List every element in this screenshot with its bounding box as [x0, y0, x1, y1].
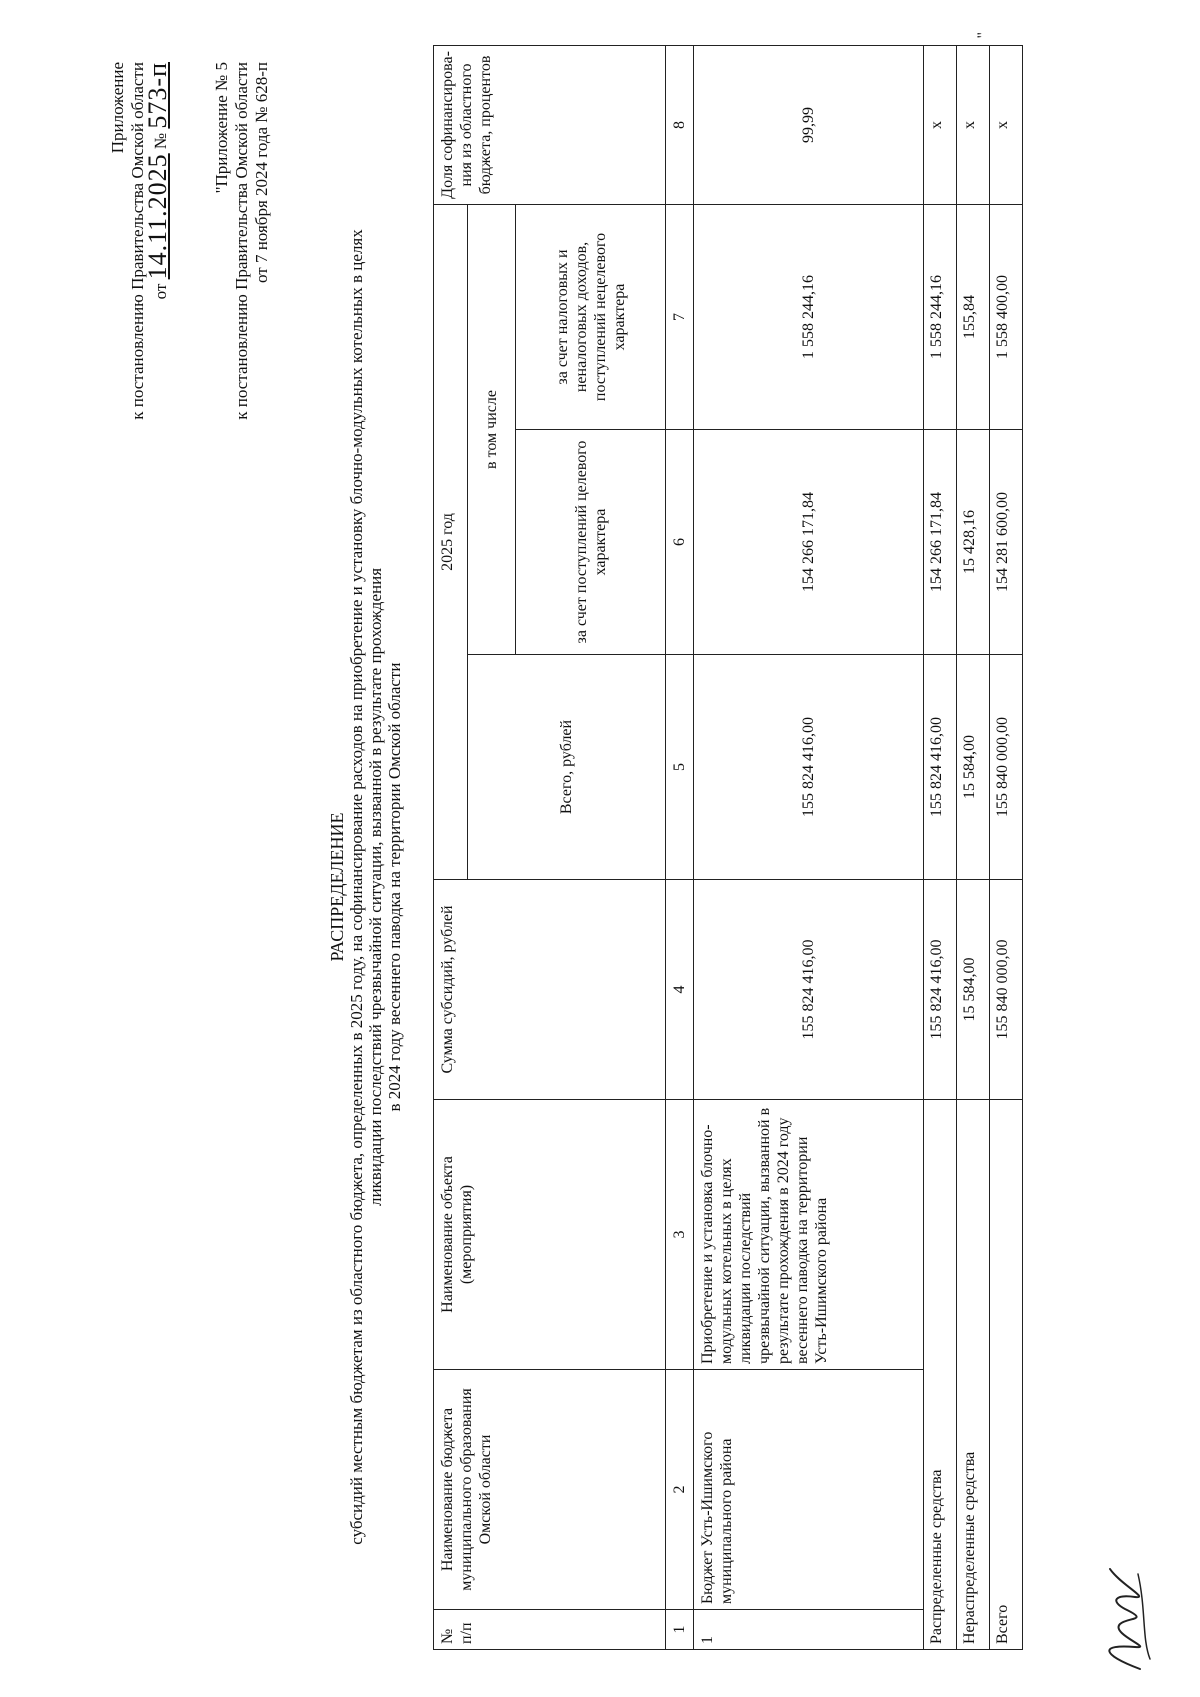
column-number: 6 — [666, 430, 694, 655]
header-including: в том числе — [468, 204, 516, 654]
totals-label: Всего — [990, 1100, 1023, 1650]
totals-sum: 155 840 000,00 — [990, 880, 1023, 1100]
number-prefix: № — [151, 132, 170, 150]
totals-share: x — [957, 45, 990, 204]
prev-resolution-date: от 7 ноября 2024 года № 628-п — [252, 62, 271, 283]
row-object: Приобретение и установка блочно-модульных котельных в целях ликвидации последствий чрезвычайной ситуации, вызванной в результате прохождения в 2024 году весеннего паводка на территории Усть-Ишимского района — [694, 1100, 924, 1370]
title-heading: РАСПРЕДЕЛЕНИЕ — [327, 812, 347, 962]
totals-row-grand-total — [990, 45, 1023, 1649]
totals-non-targeted: 1 558 400,00 — [990, 204, 1023, 429]
totals-row-undistributed — [957, 45, 990, 1649]
resolution-date-number — [143, 62, 172, 622]
column-number: 1 — [666, 1610, 694, 1650]
totals-label: Нераспределенные средства — [957, 1100, 990, 1650]
appendix-label: Приложение — [108, 62, 127, 154]
column-number: 3 — [666, 1100, 694, 1370]
header-share: Доля софинансирова-ния из областного бюджета, процентов — [434, 45, 666, 204]
title-line-1: субсидий местным бюджетам из областного бюджета, определенных в 2025 году, на софинансирование расходов на приобретение и установку блочно-модульных котельных в целях — [347, 229, 366, 1545]
totals-sum: 155 824 416,00 — [924, 880, 957, 1100]
distribution-table-wrapper — [433, 32, 1023, 1650]
row-subsidy-sum: 155 824 416,00 — [694, 880, 924, 1100]
totals-total: 155 840 000,00 — [990, 655, 1023, 880]
totals-targeted: 154 281 600,00 — [990, 430, 1023, 655]
column-number: 4 — [666, 880, 694, 1100]
header-subsidy-sum: Сумма субсидий, рублей — [434, 880, 666, 1100]
approval-block — [108, 62, 171, 622]
row-number: 1 — [694, 1610, 924, 1650]
totals-total: 15 584,00 — [957, 655, 990, 880]
header-year: 2025 год — [434, 204, 468, 879]
totals-share: x — [924, 45, 957, 204]
totals-label: Распределенные средства — [924, 1100, 957, 1650]
header-budget: Наименование бюджета муниципального образования Омской области — [434, 1370, 666, 1610]
prev-resolution-reference: к постановлению Правительства Омской области — [232, 62, 251, 420]
header-targeted: за счет поступлений целевого характера — [516, 430, 666, 655]
row-share: 99,99 — [694, 45, 924, 204]
table-header-row — [434, 45, 468, 1649]
column-number: 7 — [666, 204, 694, 429]
resolution-date: 14.11.2025 — [143, 153, 172, 280]
totals-non-targeted: 1 558 244,16 — [924, 204, 957, 429]
title-line-3: в 2024 году весеннего паводка на территории Омской области — [385, 662, 404, 1112]
totals-non-targeted: 155,84 — [957, 204, 990, 429]
prev-appendix-label: "Приложение № 5 — [212, 62, 231, 194]
totals-sum: 15 584,00 — [957, 880, 990, 1100]
column-number: 8 — [666, 45, 694, 204]
title-line-2: ликвидации последствий чрезвычайной ситуации, вызванной в результате прохождения — [366, 567, 385, 1207]
row-budget: Бюджет Усть-Ишимского муниципального района — [694, 1370, 924, 1610]
table-row — [694, 45, 924, 1649]
totals-total: 155 824 416,00 — [924, 655, 957, 880]
previous-appendix-block — [212, 62, 272, 622]
column-number: 2 — [666, 1370, 694, 1610]
row-total: 155 824 416,00 — [694, 655, 924, 880]
totals-targeted: 15 428,16 — [957, 430, 990, 655]
resolution-reference: к постановлению Правительства Омской области — [128, 62, 147, 420]
totals-targeted: 154 266 171,84 — [924, 430, 957, 655]
header-total: Всего, рублей — [468, 655, 666, 880]
column-number-row — [666, 45, 694, 1649]
from-prefix: от — [151, 283, 170, 300]
document-title — [328, 187, 404, 1587]
header-number: № п/п — [434, 1610, 666, 1650]
row-targeted: 154 266 171,84 — [694, 430, 924, 655]
distribution-table — [433, 45, 1023, 1650]
totals-row-distributed — [924, 45, 957, 1649]
resolution-number: 573-п — [143, 62, 172, 129]
row-non-targeted: 1 558 244,16 — [694, 204, 924, 429]
header-object: Наименование объекта (мероприятия) — [434, 1100, 666, 1370]
column-number: 5 — [666, 655, 694, 880]
signature-image — [1080, 1559, 1170, 1679]
header-non-targeted: за счет налоговых и неналоговых доходов, поступлений нецелевого характера — [516, 204, 666, 429]
totals-share: x — [990, 45, 1023, 204]
closing-quote: " — [975, 32, 992, 39]
